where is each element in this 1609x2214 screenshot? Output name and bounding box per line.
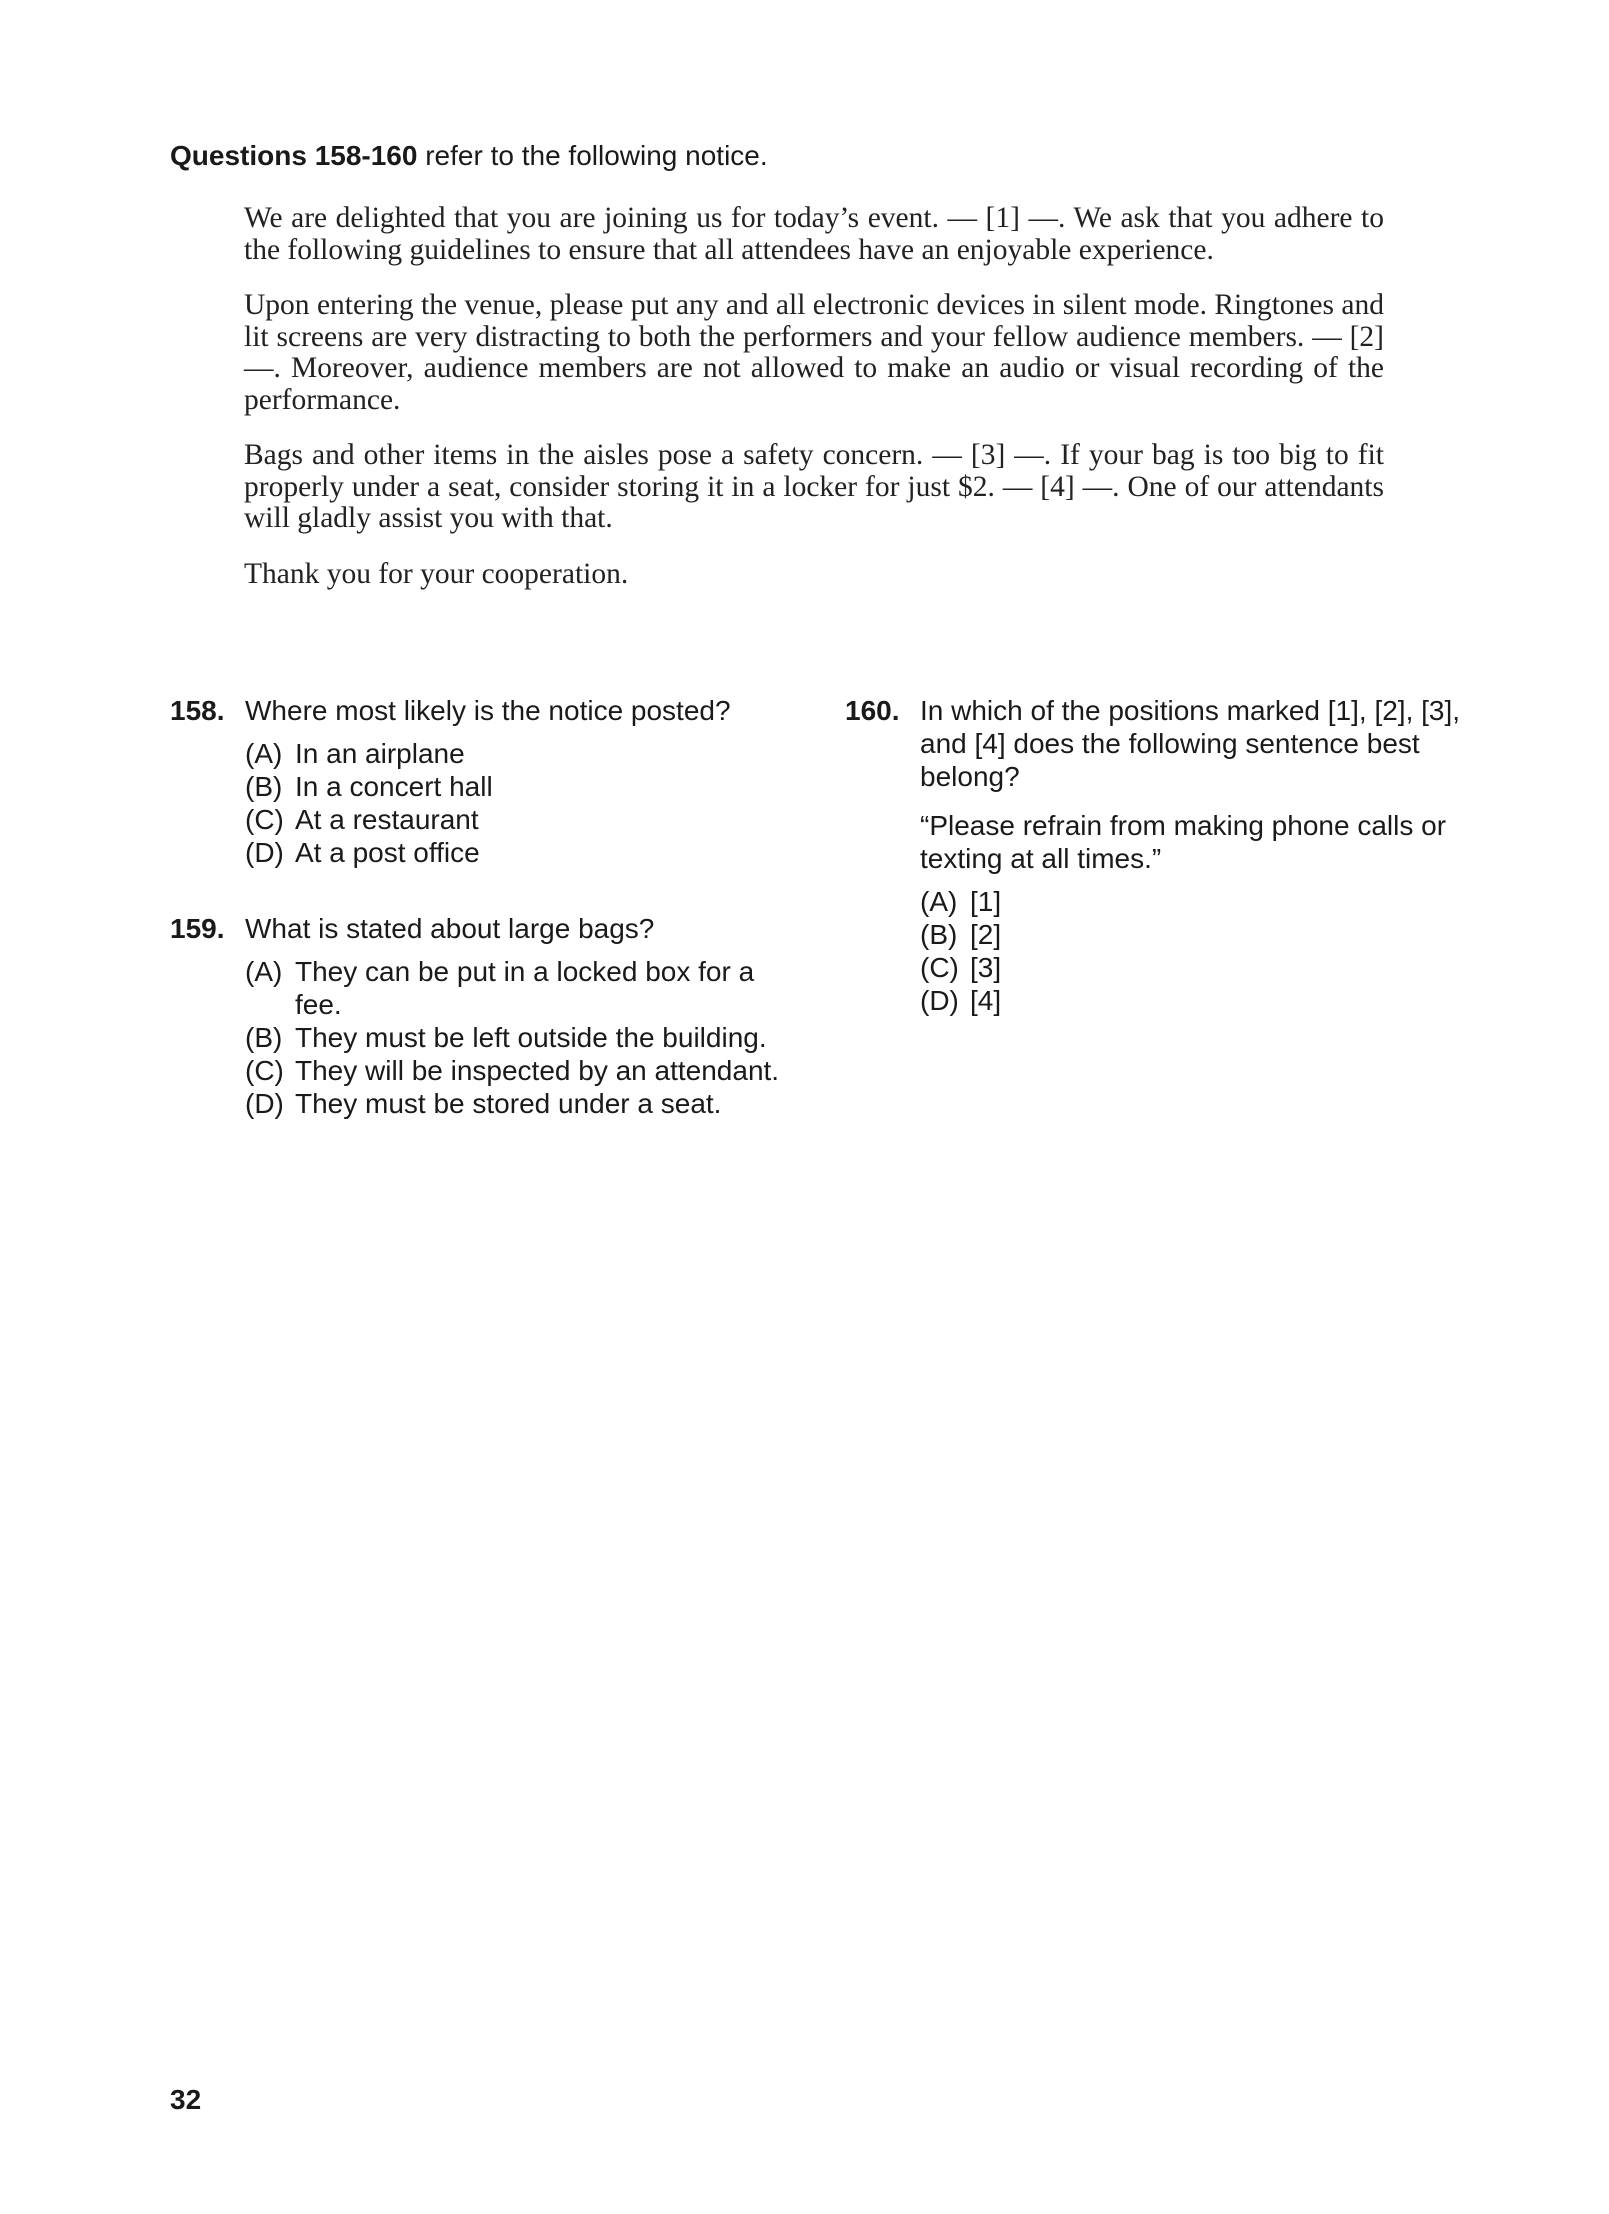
quoted-sentence: “Please refrain from making phone calls or texting at all times.” <box>920 810 1447 874</box>
option-text: [4] <box>970 985 1002 1016</box>
option-text: They will be inspected by an attendant. <box>295 1055 780 1086</box>
answer-option[interactable] <box>245 836 790 869</box>
option-letter: (B) <box>245 1022 283 1053</box>
option-letter: (A) <box>245 738 283 769</box>
option-text: [2] <box>970 919 1002 950</box>
question-number: 158. <box>170 695 225 726</box>
option-letter: (A) <box>245 956 283 987</box>
question-160 <box>845 694 1485 1017</box>
header-question-range: Questions 158-160 <box>170 140 418 171</box>
option-text: At a restaurant <box>295 804 479 835</box>
option-text: At a post office <box>295 837 480 868</box>
option-letter: (D) <box>245 837 284 868</box>
question-158 <box>170 694 790 869</box>
notice-paragraph: We are delighted that you are joining us for today’s event. — [1] —. We ask that you adhere to the following guidelines to ensure that all attendees have an enjoyable experience. <box>244 202 1384 266</box>
answer-option[interactable] <box>245 955 795 1021</box>
answer-option[interactable] <box>245 803 790 836</box>
option-letter: (A) <box>920 886 958 917</box>
section-header <box>170 140 768 172</box>
option-letter: (C) <box>920 952 959 983</box>
answer-option[interactable] <box>245 770 790 803</box>
option-text: They can be put in a locked box for a fee. <box>295 956 755 1020</box>
answer-option[interactable] <box>245 1087 810 1120</box>
option-letter: (C) <box>245 1055 284 1086</box>
option-letter: (B) <box>245 771 283 802</box>
answer-option[interactable] <box>920 918 1485 951</box>
header-instruction: refer to the following notice. <box>417 140 768 171</box>
notice-paragraph: Bags and other items in the aisles pose a safety concern. — [3] —. If your bag is too big to fit properly under a seat, consider storing it in a locker for just $2. — [4] —. One of our attendants will gladly assist you with that. <box>244 439 1384 534</box>
answer-option[interactable] <box>245 1054 810 1087</box>
notice-text <box>244 203 1384 614</box>
option-letter: (B) <box>920 919 958 950</box>
option-letter: (D) <box>245 1088 284 1119</box>
question-159 <box>170 912 810 1120</box>
question-text: Where most likely is the notice posted? <box>245 695 731 726</box>
question-text: What is stated about large bags? <box>245 913 655 944</box>
question-number: 159. <box>170 913 225 944</box>
option-letter: (C) <box>245 804 284 835</box>
answer-option[interactable] <box>245 1021 810 1054</box>
option-text: [1] <box>970 886 1002 917</box>
question-number: 160. <box>845 695 900 726</box>
option-text: They must be stored under a seat. <box>295 1088 722 1119</box>
answer-option[interactable] <box>920 885 1485 918</box>
option-text: [3] <box>970 952 1002 983</box>
answer-option[interactable] <box>920 984 1485 1017</box>
answer-option[interactable] <box>920 951 1485 984</box>
notice-paragraph: Thank you for your cooperation. <box>244 557 629 590</box>
option-text: In a concert hall <box>295 771 493 802</box>
question-text: In which of the positions marked [1], [2], [3], and [4] does the following sentence best belong? <box>920 695 1461 792</box>
option-text: They must be left outside the building. <box>295 1022 767 1053</box>
option-text: In an airplane <box>295 738 465 769</box>
notice-paragraph: Upon entering the venue, please put any and all electronic devices in silent mode. Ringtones and lit screens are very distracting to both the performers and your fellow audience members. — [2] —. Moreover, audience members are not allowed to make an audio or visual recording of the performance. <box>244 289 1384 416</box>
option-letter: (D) <box>920 985 959 1016</box>
page-number: 32 <box>170 2084 202 2115</box>
answer-option[interactable] <box>245 737 790 770</box>
